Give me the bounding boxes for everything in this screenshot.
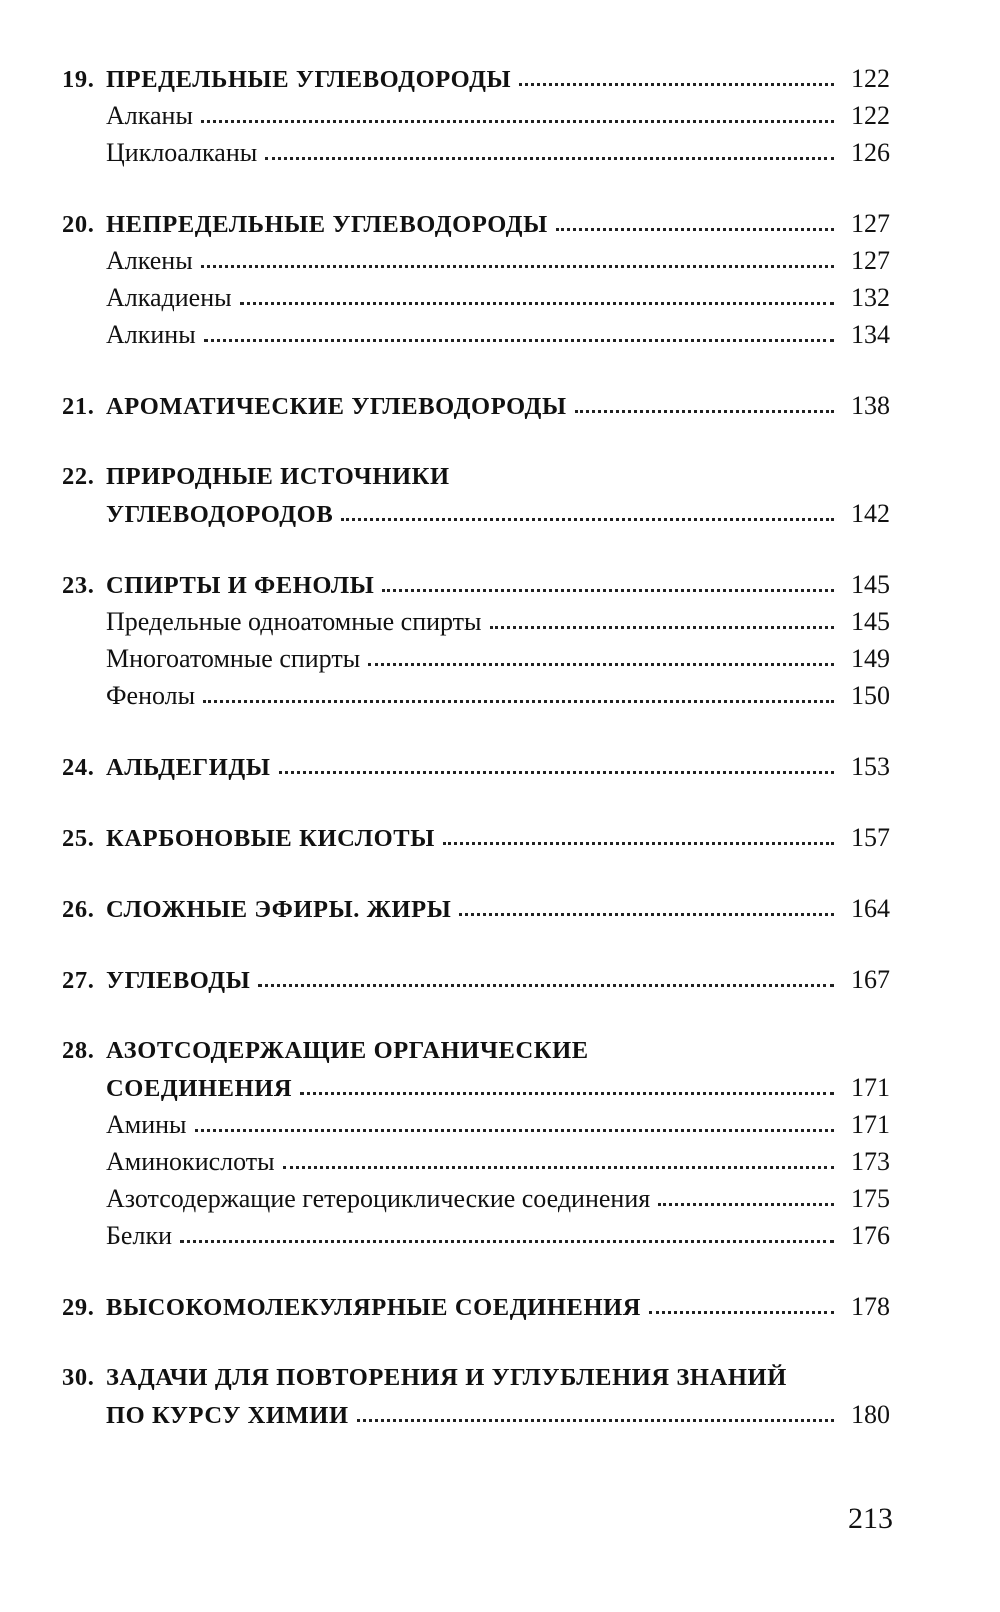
chapter-page: 153 bbox=[851, 752, 890, 781]
toc-chapter bbox=[62, 60, 890, 171]
chapter-page: 167 bbox=[851, 965, 890, 994]
subsection-page: 176 bbox=[851, 1221, 890, 1250]
chapter-title: УГЛЕВОДЫ bbox=[106, 967, 251, 994]
chapter-title: СОЕДИНЕНИЯ bbox=[106, 1075, 293, 1102]
dot-leader bbox=[204, 339, 834, 342]
chapter-page: 127 bbox=[851, 209, 890, 238]
subsection-title: Алкены bbox=[106, 246, 193, 275]
chapter-title-row bbox=[62, 1069, 890, 1106]
subsection-row bbox=[62, 1217, 890, 1254]
chapter-number: 19. bbox=[62, 66, 95, 93]
subsection-page: 171 bbox=[851, 1110, 890, 1139]
subsection-title: Аминокислоты bbox=[106, 1147, 275, 1176]
subsection-row bbox=[62, 316, 890, 353]
subsection-page: 134 bbox=[851, 320, 890, 349]
chapter-title-row bbox=[62, 566, 890, 603]
chapter-title: ПРИРОДНЫЕ ИСТОЧНИКИ bbox=[106, 463, 450, 490]
subsection-row bbox=[62, 1180, 890, 1217]
chapter-number: 21. bbox=[62, 393, 95, 420]
dot-leader bbox=[658, 1203, 834, 1206]
chapter-page: 164 bbox=[851, 894, 890, 923]
chapter-page: 171 bbox=[851, 1073, 890, 1102]
chapter-title-row bbox=[62, 205, 890, 242]
dot-leader bbox=[443, 842, 834, 845]
toc-chapter bbox=[62, 458, 890, 532]
chapter-title-row bbox=[62, 60, 890, 97]
subsection-page: 150 bbox=[851, 681, 890, 710]
chapter-number: 25. bbox=[62, 825, 95, 852]
subsection-title: Белки bbox=[106, 1221, 172, 1250]
subsection-title: Алкадиены bbox=[106, 283, 232, 312]
subsection-title: Циклоалканы bbox=[106, 138, 258, 167]
chapter-title-row bbox=[62, 961, 890, 998]
toc-chapter bbox=[62, 748, 890, 785]
chapter-title-row bbox=[62, 890, 890, 927]
toc-chapter bbox=[62, 205, 890, 353]
chapter-title-row bbox=[62, 819, 890, 856]
chapter-title-line bbox=[62, 1359, 890, 1396]
toc-chapter bbox=[62, 961, 890, 998]
chapter-page: 178 bbox=[851, 1292, 890, 1321]
toc-chapter bbox=[62, 890, 890, 927]
subsection-title: Предельные одноатомные спирты bbox=[106, 607, 482, 636]
subsection-page: 127 bbox=[851, 246, 890, 275]
chapter-number: 26. bbox=[62, 896, 95, 923]
dot-leader bbox=[279, 771, 834, 774]
dot-leader bbox=[490, 626, 834, 629]
chapter-title: ВЫСОКОМОЛЕКУЛЯРНЫЕ СОЕДИНЕНИЯ bbox=[106, 1294, 642, 1321]
chapter-title: ПО КУРСУ ХИМИИ bbox=[106, 1402, 349, 1429]
chapter-title-row bbox=[62, 1288, 890, 1325]
chapter-number: 29. bbox=[62, 1294, 95, 1321]
toc-chapter bbox=[62, 1288, 890, 1325]
subsection-row bbox=[62, 134, 890, 171]
dot-leader bbox=[203, 700, 834, 703]
chapter-page: 138 bbox=[851, 391, 890, 420]
chapter-number: 30. bbox=[62, 1364, 95, 1391]
toc-chapter bbox=[62, 1359, 890, 1433]
chapter-number: 22. bbox=[62, 463, 95, 490]
subsection-page: 126 bbox=[851, 138, 890, 167]
chapter-page: 122 bbox=[851, 64, 890, 93]
subsection-title: Амины bbox=[106, 1110, 187, 1139]
dot-leader bbox=[195, 1129, 834, 1132]
subsection-row bbox=[62, 640, 890, 677]
chapter-number: 24. bbox=[62, 754, 95, 781]
dot-leader bbox=[519, 83, 834, 86]
page-number: 213 bbox=[848, 1502, 893, 1535]
subsection-page: 173 bbox=[851, 1147, 890, 1176]
toc-chapter bbox=[62, 566, 890, 714]
subsection-row bbox=[62, 677, 890, 714]
dot-leader bbox=[201, 265, 834, 268]
chapter-number: 23. bbox=[62, 572, 95, 599]
chapter-title: НЕПРЕДЕЛЬНЫЕ УГЛЕВОДОРОДЫ bbox=[106, 211, 548, 238]
toc-chapter bbox=[62, 1032, 890, 1254]
subsection-row bbox=[62, 1143, 890, 1180]
dot-leader bbox=[382, 589, 834, 592]
chapter-title: АЛЬДЕГИДЫ bbox=[106, 754, 271, 781]
chapter-page: 145 bbox=[851, 570, 890, 599]
chapter-title-row bbox=[62, 748, 890, 785]
chapter-title: СПИРТЫ И ФЕНОЛЫ bbox=[106, 572, 375, 599]
subsection-row bbox=[62, 279, 890, 316]
chapter-title-row bbox=[62, 495, 890, 532]
dot-leader bbox=[283, 1166, 834, 1169]
subsection-title: Многоатомные спирты bbox=[106, 644, 361, 673]
subsection-title: Алканы bbox=[106, 101, 193, 130]
chapter-title: ЗАДАЧИ ДЛЯ ПОВТОРЕНИЯ И УГЛУБЛЕНИЯ ЗНАНИЙ bbox=[106, 1364, 787, 1391]
chapter-title-row bbox=[62, 1396, 890, 1433]
chapter-title: АРОМАТИЧЕСКИЕ УГЛЕВОДОРОДЫ bbox=[106, 393, 567, 420]
chapter-number: 28. bbox=[62, 1037, 95, 1064]
dot-leader bbox=[341, 518, 834, 521]
subsection-title: Азотсодержащие гетероциклические соединения bbox=[106, 1184, 651, 1213]
chapter-title: УГЛЕВОДОРОДОВ bbox=[106, 501, 334, 528]
subsection-row bbox=[62, 242, 890, 279]
subsection-page: 132 bbox=[851, 283, 890, 312]
dot-leader bbox=[265, 157, 834, 160]
subsection-row bbox=[62, 603, 890, 640]
toc-chapter bbox=[62, 387, 890, 424]
dot-leader bbox=[180, 1240, 834, 1243]
dot-leader bbox=[368, 663, 834, 666]
subsection-title: Алкины bbox=[106, 320, 196, 349]
subsection-row bbox=[62, 97, 890, 134]
chapter-page: 142 bbox=[851, 499, 890, 528]
subsection-page: 149 bbox=[851, 644, 890, 673]
dot-leader bbox=[459, 913, 834, 916]
dot-leader bbox=[258, 984, 834, 987]
subsection-row bbox=[62, 1106, 890, 1143]
subsection-page: 122 bbox=[851, 101, 890, 130]
chapter-title-line bbox=[62, 1032, 890, 1069]
dot-leader bbox=[300, 1092, 834, 1095]
chapter-number: 27. bbox=[62, 967, 95, 994]
chapter-title-line bbox=[62, 458, 890, 495]
toc-chapter bbox=[62, 819, 890, 856]
chapter-title: АЗОТСОДЕРЖАЩИЕ ОРГАНИЧЕСКИЕ bbox=[106, 1037, 589, 1064]
chapter-page: 157 bbox=[851, 823, 890, 852]
subsection-page: 145 bbox=[851, 607, 890, 636]
dot-leader bbox=[575, 410, 834, 413]
dot-leader bbox=[240, 302, 834, 305]
dot-leader bbox=[649, 1311, 834, 1314]
subsection-title: Фенолы bbox=[106, 681, 196, 710]
dot-leader bbox=[201, 120, 834, 123]
dot-leader bbox=[357, 1419, 834, 1422]
chapter-page: 180 bbox=[851, 1400, 890, 1429]
chapter-title: СЛОЖНЫЕ ЭФИРЫ. ЖИРЫ bbox=[106, 896, 452, 923]
chapter-number: 20. bbox=[62, 211, 95, 238]
chapter-title: ПРЕДЕЛЬНЫЕ УГЛЕВОДОРОДЫ bbox=[106, 66, 512, 93]
dot-leader bbox=[556, 228, 834, 231]
table-of-contents bbox=[62, 60, 890, 1467]
chapter-title: КАРБОНОВЫЕ КИСЛОТЫ bbox=[106, 825, 435, 852]
subsection-page: 175 bbox=[851, 1184, 890, 1213]
chapter-title-row bbox=[62, 387, 890, 424]
